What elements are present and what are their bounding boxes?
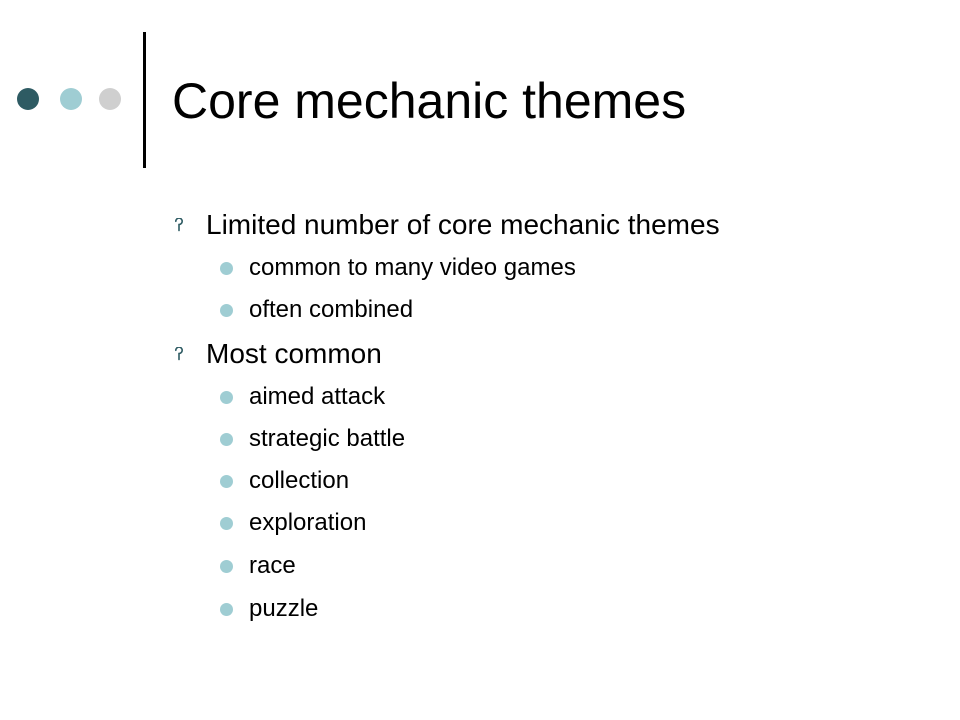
dot-bullet-icon	[220, 603, 233, 616]
bullet-level2	[220, 296, 413, 324]
dot-bullet-icon	[220, 433, 233, 446]
bullet-level2	[220, 425, 405, 453]
sub-bullet-text: race	[249, 552, 296, 579]
dot-bullet-icon	[220, 517, 233, 530]
bullet-level2	[220, 595, 318, 623]
dot-bullet-icon	[220, 475, 233, 488]
bullet-level2	[220, 552, 296, 580]
sub-bullet-text: often combined	[249, 296, 414, 323]
hook-bullet-icon	[172, 347, 186, 361]
bullet-level2	[220, 467, 349, 495]
bullet-level2	[220, 383, 385, 411]
bullet-level1	[172, 338, 382, 370]
sub-bullet-text: collection	[249, 467, 350, 494]
slide-title: Core mechanic themes	[172, 73, 687, 129]
bullet-level2	[220, 509, 366, 537]
sub-bullet-text: puzzle	[249, 595, 319, 622]
bullet-level2	[220, 254, 576, 282]
hook-bullet-icon	[172, 218, 186, 232]
sub-bullet-text: common to many video games	[249, 254, 576, 281]
sub-bullet-text: exploration	[249, 509, 367, 536]
bullet-level1	[172, 209, 720, 241]
dot-bullet-icon	[220, 304, 233, 317]
dot-bullet-icon	[220, 560, 233, 573]
sub-bullet-text: strategic battle	[249, 425, 406, 452]
bullet-text: Most common	[206, 338, 382, 369]
dot-bullet-icon	[220, 262, 233, 275]
sub-bullet-text: aimed attack	[249, 383, 386, 410]
bullet-text: Limited number of core mechanic themes	[206, 209, 720, 240]
dot-bullet-icon	[220, 391, 233, 404]
